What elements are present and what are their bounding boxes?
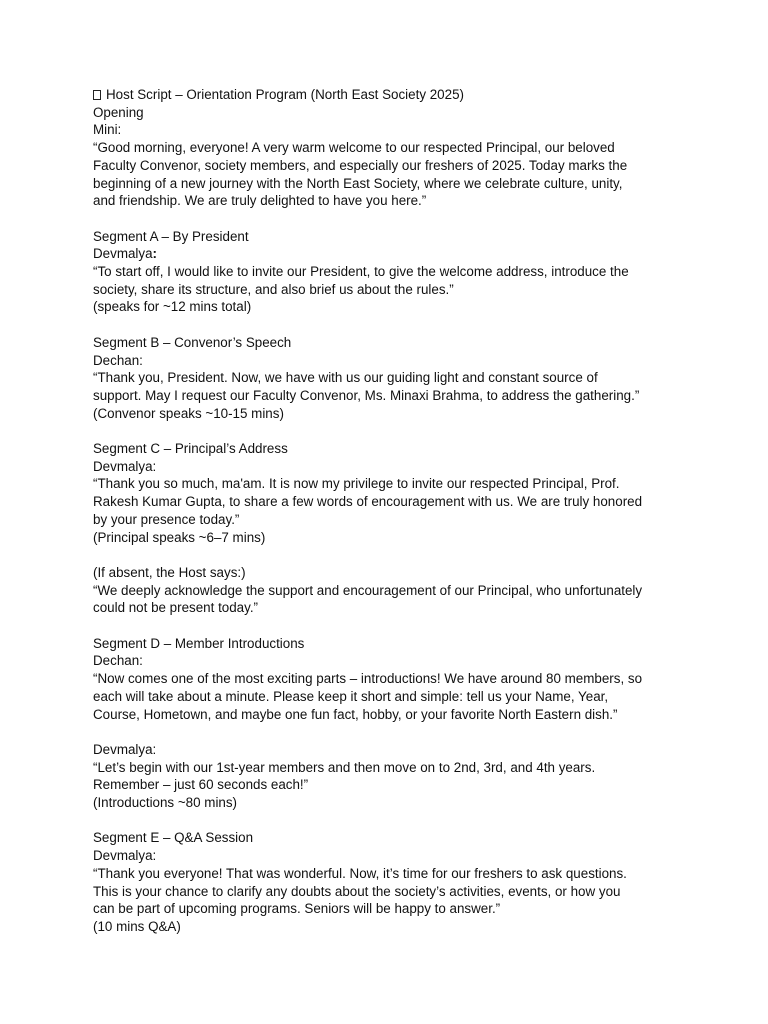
script-line: “We deeply acknowledge the support and encouragement of our Principal, who unfortunately: [93, 582, 643, 598]
timing-note: (Introductions ~80 mins): [93, 795, 238, 811]
speaker-label: Mini:: [93, 122, 122, 138]
document-page: [93, 86, 693, 936]
script-line: This is your chance to clarify any doubts about the society’s activities, events, or how you: [93, 883, 621, 899]
script-line: beginning of a new journey with the North East Society, where we celebrate culture, unity,: [93, 175, 623, 191]
alternate-note: (If absent, the Host says:): [93, 564, 246, 580]
speaker-label: Devmalya:: [93, 458, 157, 474]
opening-heading: Opening: [93, 104, 144, 120]
script-line: Rakesh Kumar Gupta, to share a few words of encouragement with us. We are truly honored: [93, 494, 643, 510]
segment-e-heading: Segment E – Q&A Session: [93, 830, 254, 846]
script-line: Course, Hometown, and maybe one fun fact, hobby, or your favorite North Eastern dish.”: [93, 706, 618, 722]
segment-b-heading: Segment B – Convenor’s Speech: [93, 334, 292, 350]
script-line: by your presence today.”: [93, 511, 240, 527]
script-line: Faculty Convenor, society members, and especially our freshers of 2025. Today marks the: [93, 157, 628, 173]
speaker-label: Devmalya:: [93, 741, 157, 757]
speaker-label: Devmalya:: [93, 848, 157, 864]
timing-note: (speaks for ~12 mins total): [93, 299, 252, 315]
script-line: support. May I request our Faculty Convenor, Ms. Minaxi Brahma, to address the gathering.”: [93, 387, 640, 403]
segment-d-heading: Segment D – Member Introductions: [93, 635, 305, 651]
timing-note: (Convenor speaks ~10-15 mins): [93, 405, 284, 421]
script-line: could not be present today.”: [93, 600, 259, 616]
script-line: society, share its structure, and also brief us about the rules.”: [93, 281, 454, 297]
segment-c-heading: Segment C – Principal’s Address: [93, 441, 288, 457]
script-line: “To start off, I would like to invite our President, to give the welcome address, introduce the: [93, 264, 629, 280]
missing-glyph-icon: [93, 90, 101, 100]
script-line: can be part of upcoming programs. Seniors will be happy to answer.”: [93, 901, 501, 917]
script-line: each will take about a minute. Please keep it short and simple: tell us your Name, Year,: [93, 688, 609, 704]
script-line: and friendship. We are truly delighted to have you here.”: [93, 193, 427, 209]
script-line: “Thank you, President. Now, we have with us our guiding light and constant source of: [93, 370, 598, 386]
document-title: Host Script – Orientation Program (North East Society 2025): [93, 86, 693, 104]
script-line: “Let’s begin with our 1st-year members and then move on to 2nd, 3rd, and 4th years.: [93, 759, 596, 775]
speaker-label: Dechan:: [93, 352, 143, 368]
script-line: Remember – just 60 seconds each!”: [93, 777, 309, 793]
speaker-label: Devmalya:: [93, 246, 158, 262]
script-line: “Thank you so much, ma'am. It is now my privilege to invite our respected Principal, Prof.: [93, 476, 620, 492]
timing-note: (10 mins Q&A): [93, 918, 181, 934]
speaker-label: Dechan:: [93, 653, 143, 669]
script-line: “Thank you everyone! That was wonderful. Now, it’s time for our freshers to ask questions.: [93, 865, 627, 881]
script-line: “Now comes one of the most exciting parts – introductions! We have around 80 members, so: [93, 671, 643, 687]
timing-note: (Principal speaks ~6–7 mins): [93, 529, 266, 545]
segment-a-heading: Segment A – By President: [93, 228, 249, 244]
script-line: “Good morning, everyone! A very warm welcome to our respected Principal, our beloved: [93, 140, 615, 156]
